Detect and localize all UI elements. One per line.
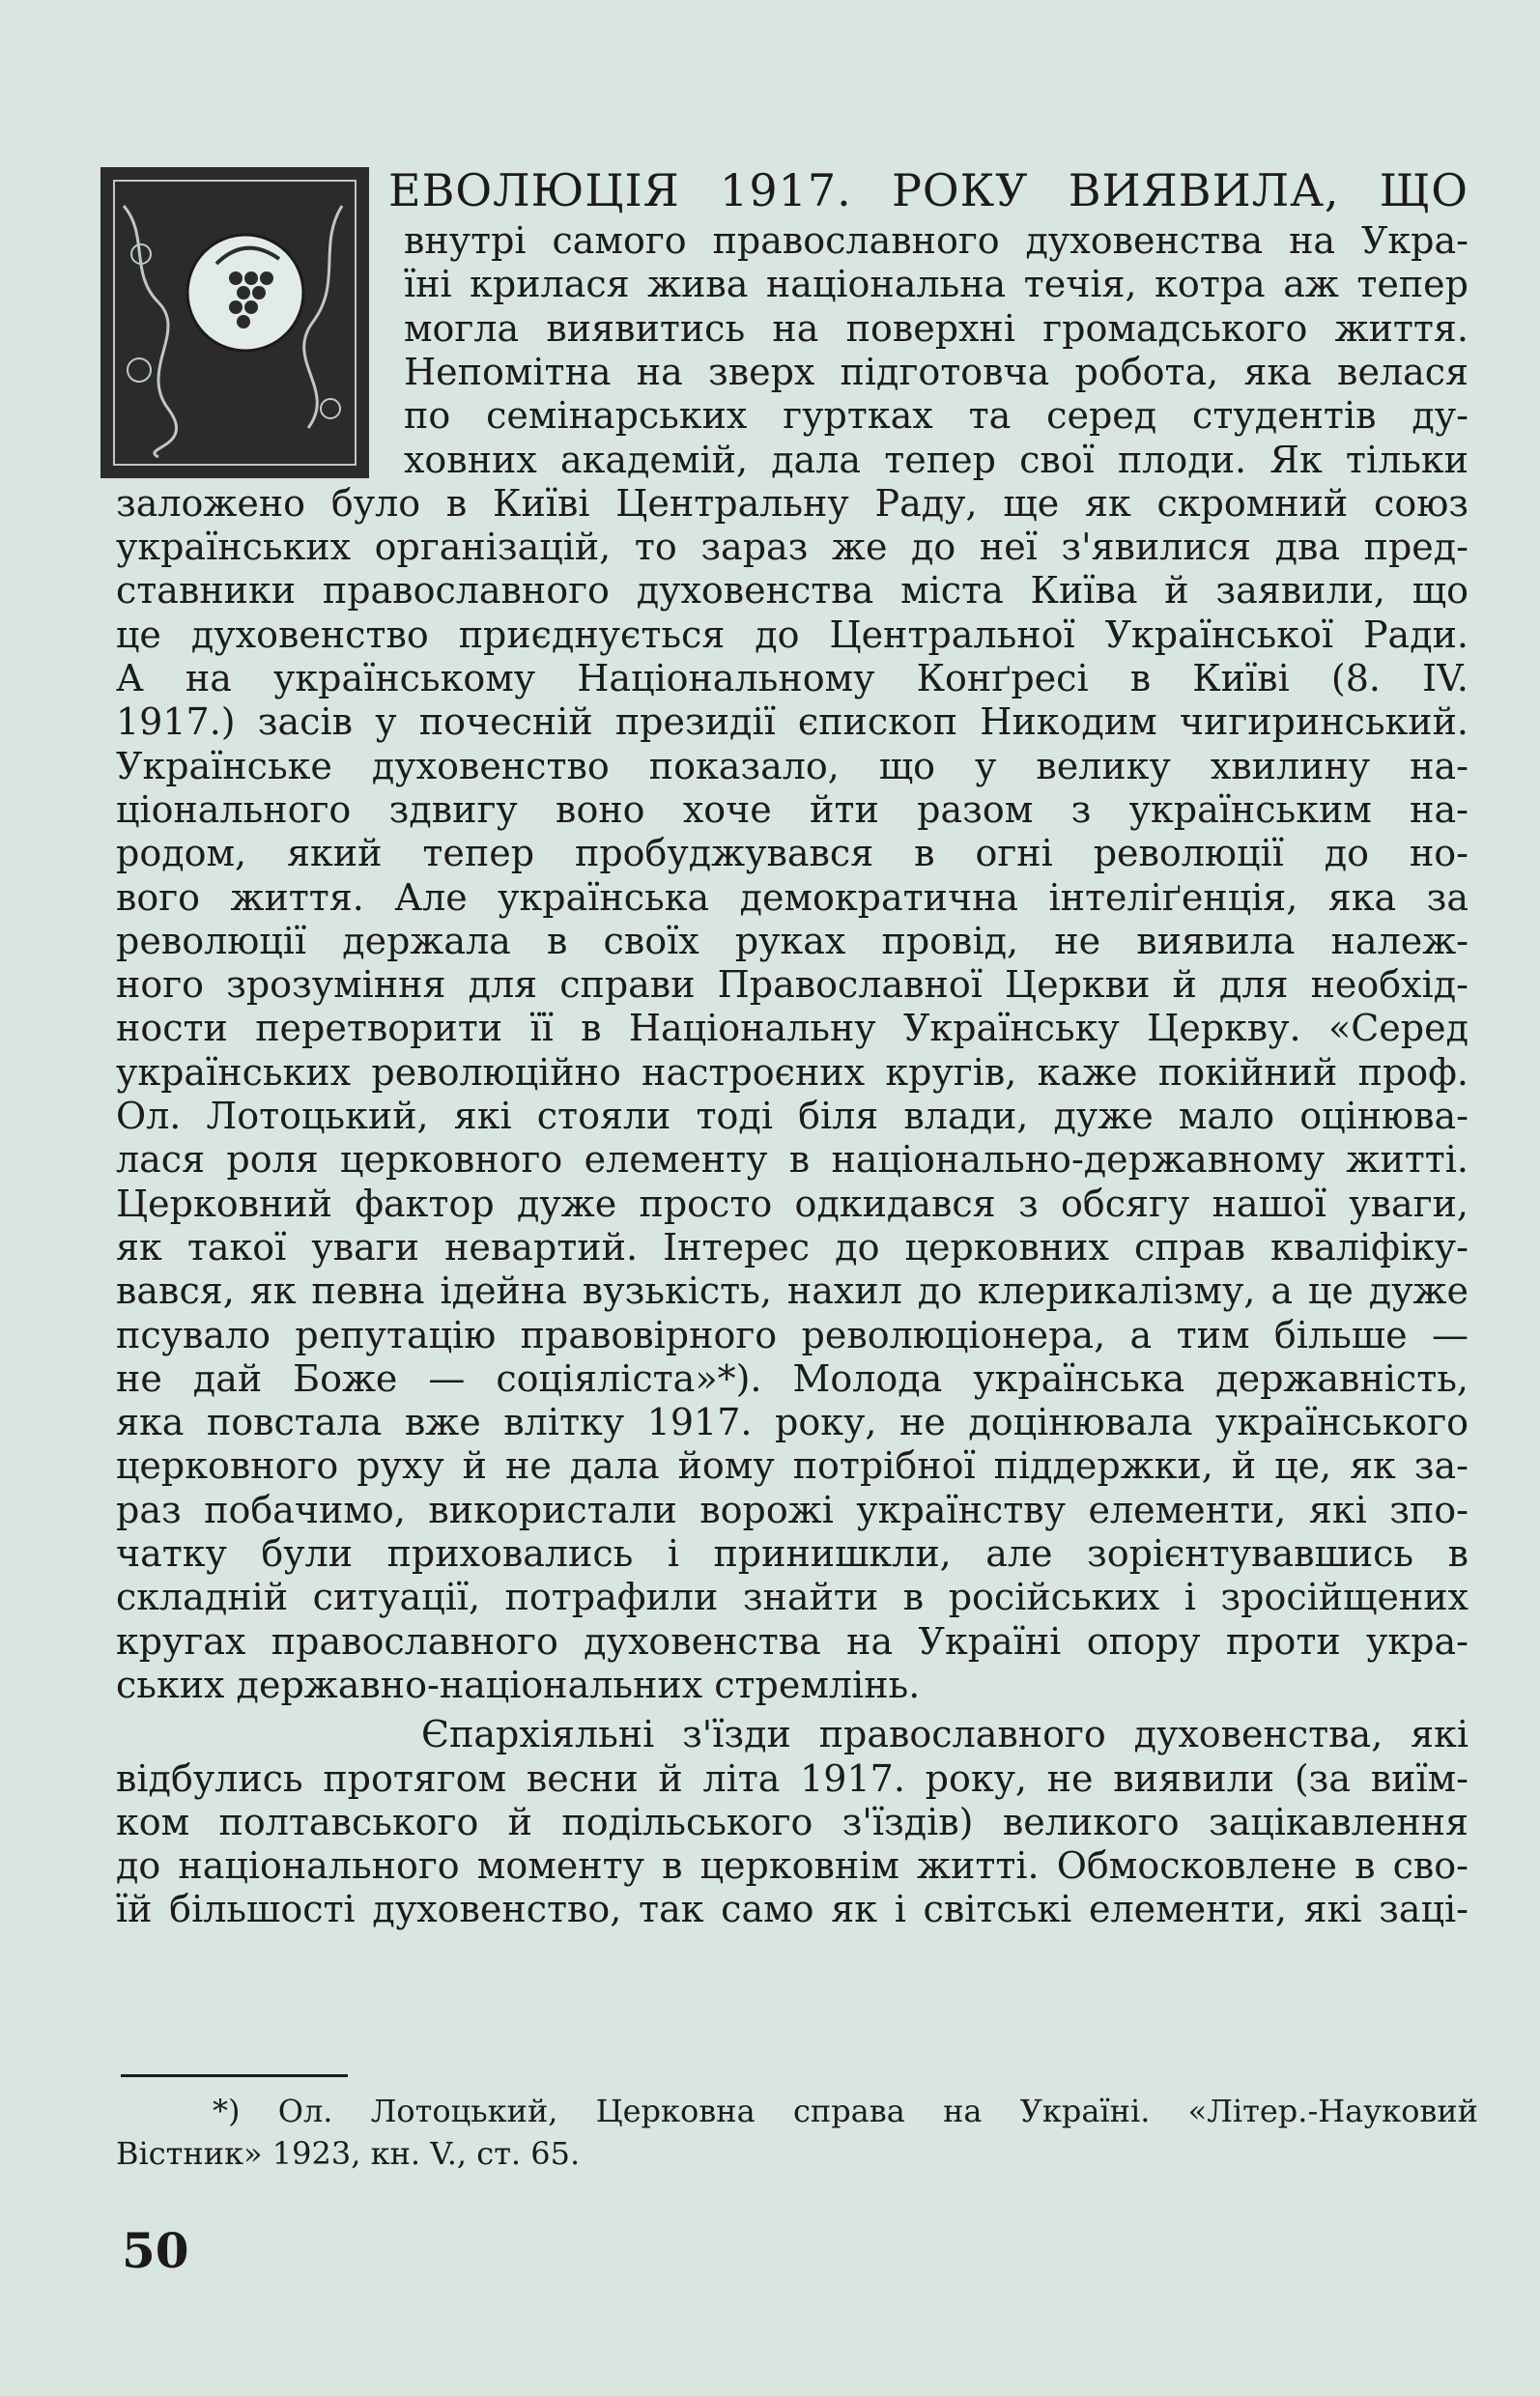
footnote-line: Вістник» 1923, кн. V., ст. 65.: [116, 2135, 581, 2172]
text-line: по семінарських гуртках та серед студентів ду-: [404, 394, 1469, 438]
footnote-line: *) Ол. Лотоцький, Церковна справа на Україні. «Літер.-Науковий: [213, 2093, 1478, 2129]
text-line: вався, як певна ідейна вузькість, нахил до клерикалізму, а це дуже: [116, 1269, 1469, 1313]
text-line: не дай Боже — соціяліста»*). Молода українська державність,: [116, 1356, 1469, 1400]
text-line: могла виявитись на поверхні громадського життя.: [404, 306, 1469, 350]
text-line: ховних академій, дала тепер свої плоди. Як тільки: [404, 438, 1469, 481]
text-line: заложено було в Київі Центральну Раду, ще як скромний союз: [116, 481, 1469, 525]
text-line: Єпархіяльні з'їзди православного духовенства, які: [421, 1713, 1469, 1756]
text-line: вого життя. Але українська демократична інтеліґенція, яка за: [116, 875, 1469, 919]
text-line: псувало репутацію правовірного революціонера, а тим більше —: [116, 1313, 1469, 1356]
text-line: яка повстала вже влітку 1917. року, не доцінювала українського: [116, 1401, 1469, 1444]
page-number: 50: [122, 2222, 189, 2279]
text-line: ставники православного духовенства міста Київа й заявили, що: [116, 569, 1469, 613]
text-line: Ол. Лотоцький, які стояли тоді біля влади, дуже мало оцінюва-: [116, 1095, 1469, 1137]
text-line: родом, який тепер пробуджувався в огні революції до но-: [116, 832, 1469, 875]
text-line: до національного моменту в церковнім житті. Обмосковлене в сво-: [116, 1844, 1469, 1888]
text-line: Непомітна на зверх підготовча робота, яка велася: [404, 350, 1469, 393]
text-line: українських революційно настроєних кругів, каже покійний проф.: [116, 1050, 1469, 1094]
text-line: Українське духовенство показало, що у велику хвилину на-: [116, 744, 1469, 787]
text-line: революції держала в своїх руках провід, не виявила належ-: [116, 919, 1469, 962]
text-line: чатку були приховались і принишкли, але зорієнтувавшись в: [116, 1532, 1469, 1575]
text-line: раз побачимо, використали ворожі українству елементи, які зпо-: [116, 1488, 1469, 1531]
text-line: внутрі самого православного духовенства на Укра-: [404, 219, 1469, 262]
decorative-initial: [100, 167, 369, 478]
text-line: 1917.) засів у почесній президії єпископ Никодим чигиринський.: [116, 700, 1469, 744]
text-line: їй більшості духовенство, так само як і світські елементи, які заці-: [116, 1888, 1469, 1931]
text-line: церковного руху й не дала йому потрібної піддержки, й це, як за-: [116, 1444, 1469, 1488]
text-line: Церковний фактор дуже просто одкидався з обсягу нашої уваги,: [116, 1182, 1469, 1225]
text-line: ком полтавського й подільського з'їздів) великого зацікавлення: [116, 1800, 1469, 1843]
text-line: ного зрозуміння для справи Православної Церкви й для необхід-: [116, 963, 1469, 1007]
text-line: кругах православного духовенства на Україні опору проти укра-: [116, 1619, 1469, 1663]
text-line: лася роля церковного елементу в національно-державному житті.: [116, 1138, 1469, 1182]
footnote-divider: [121, 2074, 348, 2077]
text-line: це духовенство приєднується до Центральної Української Ради.: [116, 613, 1469, 656]
text-line: їні крилася жива національна течія, котра аж тепер: [404, 263, 1469, 306]
text-line: українських органiзацій, то зараз же до неї з'явилися два пред-: [116, 526, 1469, 569]
text-line: А на українському Національному Конґресі в Київі (8. IV.: [116, 657, 1469, 699]
text-line: відбулись протягом весни й літа 1917. року, не виявили (за виїм-: [116, 1756, 1469, 1800]
text-line: ности перетворити її в Національну Українську Церкву. «Серед: [116, 1007, 1469, 1050]
text-line: ціонального здвигу воно хоче йти разом з українським на-: [116, 787, 1469, 831]
text-line: як такої уваги невартий. Інтерес до церковних справ кваліфіку-: [116, 1225, 1469, 1269]
text-line: ських державно-національних стремлінь.: [116, 1663, 921, 1706]
text-line: складній ситуації, потрафили знайти в російських і зросійщених: [116, 1576, 1469, 1619]
heading-line: ЕВОЛЮЦІЯ 1917. РОКУ ВИЯВИЛА, ЩО: [388, 164, 1469, 216]
